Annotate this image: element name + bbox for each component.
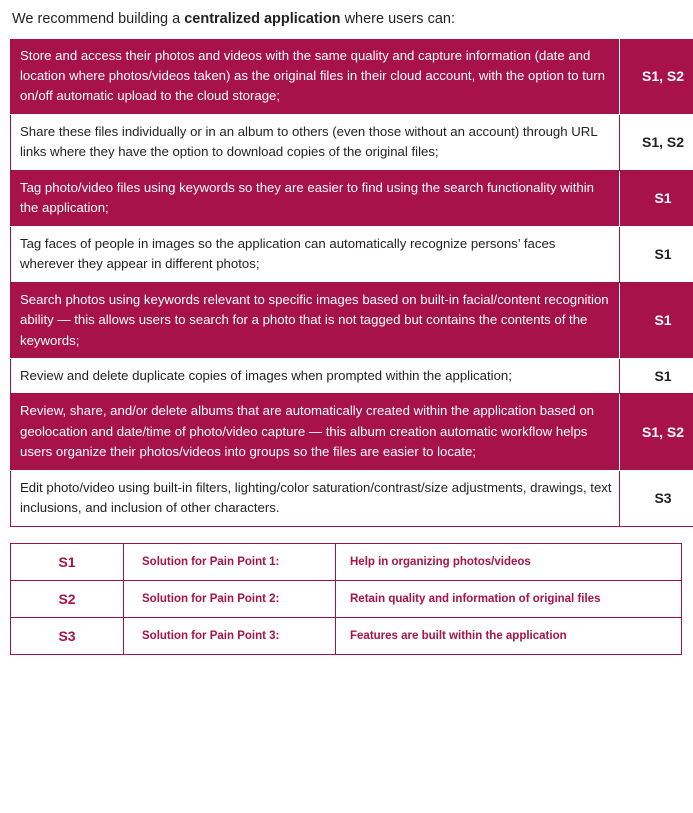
intro-paragraph — [12, 10, 683, 30]
legend-row — [11, 580, 682, 617]
legend-symbol: S2 — [11, 580, 124, 617]
legend-symbol: S1 — [11, 543, 124, 580]
legend-meaning: Features are built within the application — [336, 617, 682, 654]
recommendation-code: S1 — [620, 170, 693, 226]
recommendation-code: S1, S2 — [620, 114, 693, 170]
table-row — [11, 226, 693, 282]
legend-row — [11, 543, 682, 580]
recommendations-table-body — [11, 38, 693, 526]
legend-meaning: Retain quality and information of original files — [336, 580, 682, 617]
legend-table — [10, 543, 682, 655]
legend-symbol: S3 — [11, 617, 124, 654]
recommendation-code: S3 — [620, 470, 693, 526]
table-row — [11, 359, 693, 394]
table-row — [11, 114, 693, 170]
recommendation-code: S1, S2 — [620, 394, 693, 470]
recommendations-table — [10, 38, 693, 527]
recommendation-text: Share these files individually or in an album to others (even those without an account) through URL links where they have the option to download copies of the original files; — [11, 114, 620, 170]
recommendation-text: Review, share, and/or delete albums that are automatically created within the application based on geolocation and date/time of photo/video capture — this album creation automatic workflow helps users organize their photos/videos into groups so the files are easier to locate; — [11, 394, 620, 470]
recommendation-text: Tag photo/video files using keywords so they are easier to find using the search functionality within the application; — [11, 170, 620, 226]
table-row — [11, 282, 693, 358]
recommendation-text: Review and delete duplicate copies of images when prompted within the application; — [11, 359, 620, 394]
legend-row — [11, 617, 682, 654]
legend-label: Solution for Pain Point 2: — [124, 580, 336, 617]
table-row — [11, 470, 693, 526]
recommendation-code: S1, S2 — [620, 38, 693, 114]
table-row — [11, 170, 693, 226]
recommendation-text: Tag faces of people in images so the application can automatically recognize persons’ faces wherever they appear in different photos; — [11, 226, 620, 282]
legend-table-body — [11, 543, 682, 654]
recommendation-text: Store and access their photos and videos with the same quality and capture information (date and location where photos/videos taken) as the original files in their cloud account, with the option to turn on/off automatic upload to the cloud storage; — [11, 38, 620, 114]
table-row — [11, 394, 693, 470]
legend-section — [10, 543, 683, 655]
recommendation-code: S1 — [620, 226, 693, 282]
intro-text-after: where users can: — [340, 11, 455, 27]
intro-text-bold: centralized application — [184, 11, 341, 27]
recommendation-code: S1 — [620, 282, 693, 358]
recommendation-text: Search photos using keywords relevant to specific images based on built-in facial/content recognition ability — this allows users to search for a photo that is not tagged but contains the contents of the keywords; — [11, 282, 620, 358]
legend-label: Solution for Pain Point 3: — [124, 617, 336, 654]
legend-label: Solution for Pain Point 1: — [124, 543, 336, 580]
intro-text-before: We recommend building a — [12, 11, 185, 27]
legend-meaning: Help in organizing photos/videos — [336, 543, 682, 580]
table-row — [11, 38, 693, 114]
recommendation-code: S1 — [620, 359, 693, 394]
recommendation-text: Edit photo/video using built-in filters, lighting/color saturation/contrast/size adjustments, drawings, text inclusions, and inclusion of other characters. — [11, 470, 620, 526]
